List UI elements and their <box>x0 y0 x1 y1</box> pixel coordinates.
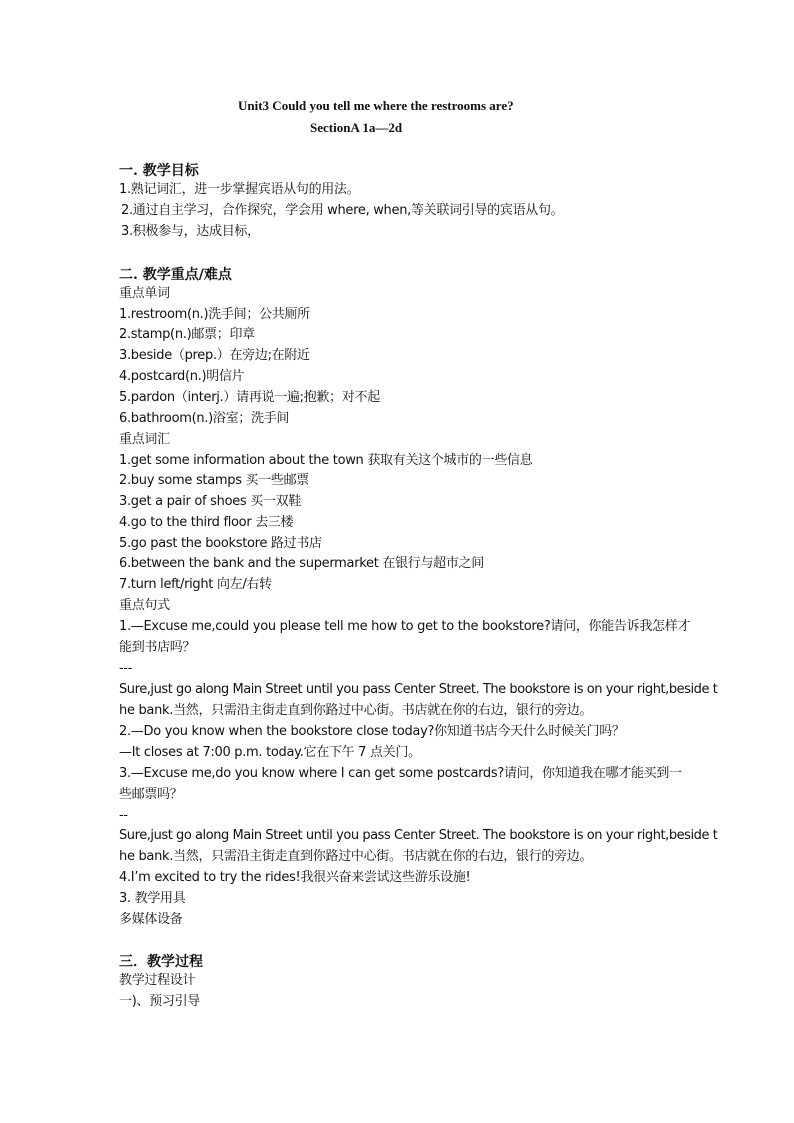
section-heading-objectives: 一. 教学目标 <box>119 163 199 179</box>
word-item: 6.bathroom(n.)浴室；洗手间 <box>119 411 290 426</box>
word-item: 3.beside（prep.）在旁边;在附近 <box>119 348 310 363</box>
key-phrases-label: 重点词汇 <box>119 432 170 447</box>
sentence-line: -- <box>119 808 128 823</box>
process-step: 一)、预习引导 <box>119 994 200 1009</box>
sentence-line: 3.—Excuse me,do you know where I can get some postcards?请问，你知道我在哪才能买到一 <box>119 766 682 781</box>
phrase-item: 2.buy some stamps 买一些邮票 <box>119 473 309 488</box>
phrase-item: 7.turn left/right 向左/右转 <box>119 577 272 592</box>
word-item: 1.restroom(n.)洗手间；公共厕所 <box>119 307 310 322</box>
teaching-tools-item: 多媒体设备 <box>119 912 183 927</box>
phrase-item: 1.get some information about the town 获取有关这个城市的一些信息 <box>119 453 533 468</box>
phrase-item: 4.go to the third floor 去三楼 <box>119 515 294 530</box>
sentence-line: Sure,just go along Main Street until you pass Center Street. The bookstore is on your right,beside t <box>119 828 718 843</box>
objective-item: 1.熟记词汇，进一步掌握宾语从句的用法。 <box>119 182 360 197</box>
sentence-line: 1.—Excuse me,could you please tell me how to get to the bookstore?请问，你能告诉我怎样才 <box>119 619 691 634</box>
phrase-item: 6.between the bank and the supermarket 在银行与超市之间 <box>119 556 484 571</box>
section-heading-key-points: 二. 教学重点/难点 <box>119 267 232 283</box>
sentence-line: 些邮票吗？ <box>119 787 183 802</box>
sentence-line: he bank.当然，只需沿主街走直到你路过中心街。书店就在你的右边，银行的旁边。 <box>119 849 593 864</box>
process-design-label: 教学过程设计 <box>119 973 196 988</box>
document-title: Unit3 Could you tell me where the restrooms are? <box>238 98 514 113</box>
sentence-line: Sure,just go along Main Street until you pass Center Street. The bookstore is on your right,beside t <box>119 682 718 697</box>
sentence-line: —It closes at 7:00 p.m. today.它在下午 7 点关门。 <box>119 745 421 760</box>
teaching-tools-heading: 3. 教学用具 <box>119 891 186 906</box>
section-heading-process: 三．教学过程 <box>119 954 203 970</box>
sentence-line: he bank.当然，只需沿主街走直到你路过中心街。书店就在你的右边，银行的旁边。 <box>119 703 593 718</box>
document-subtitle: SectionA 1a—2d <box>310 120 403 135</box>
objective-item: 3.积极参与，达成目标， <box>121 224 260 239</box>
sentence-line: 4.I’m excited to try the rides!我很兴奋来尝试这些游乐设施! <box>119 870 471 885</box>
word-item: 5.pardon（interj.）请再说一遍;抱歉；对不起 <box>119 390 380 405</box>
sentence-line: 能到书店吗？ <box>119 640 196 655</box>
phrase-item: 5.go past the bookstore 路过书店 <box>119 536 322 551</box>
sentence-line: 2.—Do you know when the bookstore close today?你知道书店今天什么时候关门吗？ <box>119 724 625 739</box>
sentence-line: --- <box>119 661 133 676</box>
key-sentences-label: 重点句式 <box>119 598 170 613</box>
phrase-item: 3.get a pair of shoes 买一双鞋 <box>119 494 302 509</box>
key-words-label: 重点单词 <box>119 286 170 301</box>
objective-item: 2.通过自主学习，合作探究，学会用 where, when,等关联词引导的宾语从句。 <box>121 203 564 218</box>
word-item: 4.postcard(n.)明信片 <box>119 369 245 384</box>
word-item: 2.stamp(n.)邮票；印章 <box>119 327 255 342</box>
